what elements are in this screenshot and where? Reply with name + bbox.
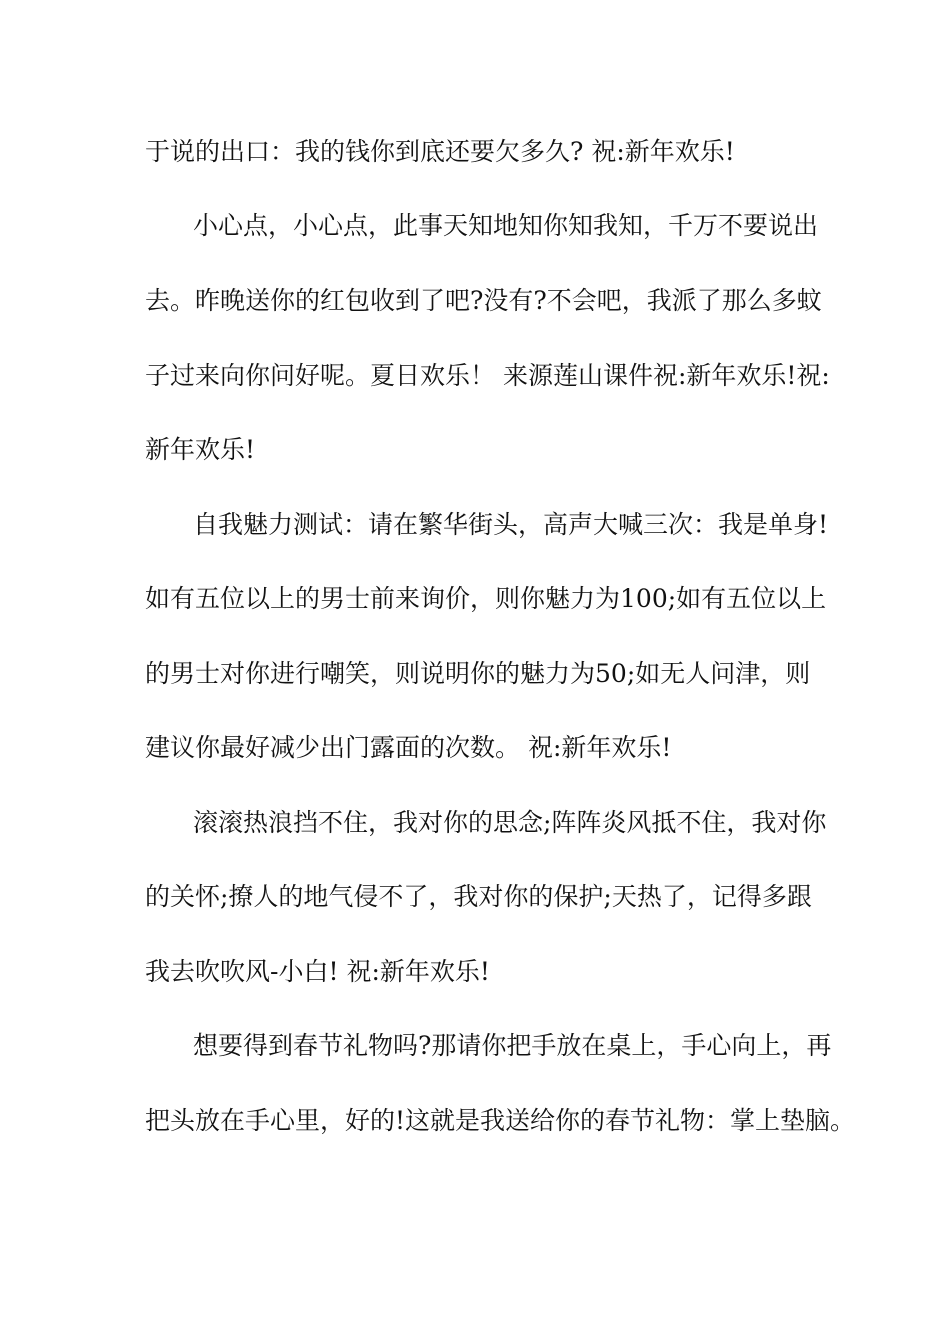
paragraph-first-line: 小心点，小心点，此事天知地知你知我知，千万不要说出 — [193, 211, 819, 240]
paragraph-first-line: 自我魅力测试：请在繁华街头，高声大喊三次：我是单身! — [193, 510, 829, 539]
text-line: 去。昨晚送你的红包收到了吧?没有?不会吧，我派了那么多蚊 — [145, 286, 822, 315]
text-line: 如有五位以上的男士前来询价，则你魅力为100;如有五位以上 — [145, 584, 827, 613]
text-line: 新年欢乐! — [145, 435, 256, 464]
text-line: 的男士对你进行嘲笑，则说明你的魅力为50;如无人问津，则 — [145, 659, 811, 688]
paragraph-first-line: 想要得到春节礼物吗?那请你把手放在桌上，手心向上，再 — [193, 1031, 832, 1060]
text-line: 子过来向你问好呢。夏日欢乐！ 来源莲山课件祝:新年欢乐!祝: — [145, 361, 830, 390]
text-line: 建议你最好减少出门露面的次数。 祝:新年欢乐! — [145, 733, 672, 762]
text-line: 把头放在手心里，好的!这就是我送给你的春节礼物：掌上垫脑。 — [145, 1106, 856, 1135]
text-line: 于说的出口：我的钱你到底还要欠多久? 祝:新年欢乐! — [145, 137, 735, 166]
text-line: 我去吹吹风-小白! 祝:新年欢乐! — [145, 957, 490, 986]
text-line: 的关怀;撩人的地气侵不了，我对你的保护;天热了，记得多跟 — [145, 882, 812, 911]
paragraph-first-line: 滚滚热浪挡不住，我对你的思念;阵阵炎风抵不住，我对你 — [193, 808, 827, 837]
